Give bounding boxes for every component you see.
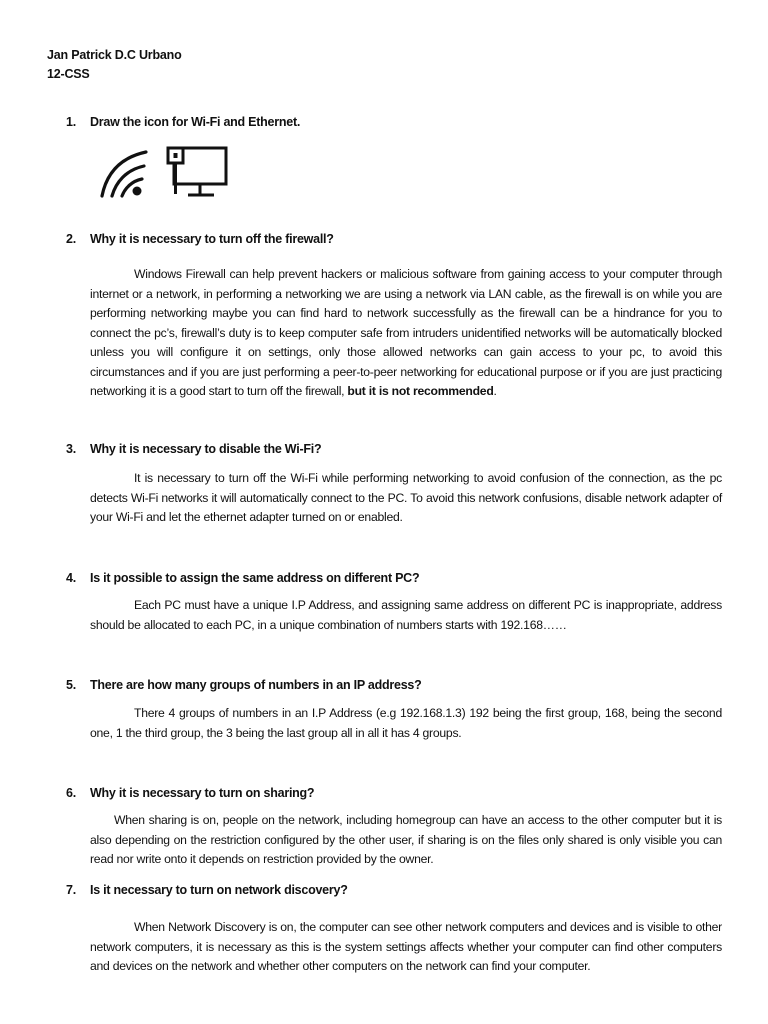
question-text: Why it is necessary to turn off the firewall?: [90, 232, 334, 246]
question-6: [66, 785, 314, 801]
question-number: 2.: [66, 232, 76, 246]
answer-3: [90, 469, 722, 528]
answer-text: It is necessary to turn off the Wi-Fi while performing networking to avoid confusion of the connection, as the pc detects Wi-Fi networks it will automatically connect to the PC. To avoid this network confusions, disable network adapter of your Wi-Fi and let the ethernet adapter turned on or enabled.: [90, 471, 722, 524]
answer-6: [90, 811, 722, 870]
answer-text: When sharing is on, people on the network, including homegroup can have an access to the other computer but it is also depending on the restriction configured by the other user, if sharing is on the files only shared is only visible you can read nor write onto it depends on restriction provided by the owner.: [90, 813, 722, 866]
question-number: 1.: [66, 115, 76, 129]
icon-drawings: [96, 144, 232, 200]
question-4: [66, 570, 419, 586]
question-text: Why it is necessary to turn on sharing?: [90, 786, 315, 800]
question-number: 4.: [66, 571, 76, 585]
author-header: [47, 46, 182, 84]
question-number: 5.: [66, 678, 76, 692]
class-section: 12-CSS: [47, 67, 90, 81]
author-name: Jan Patrick D.C Urbano: [47, 48, 182, 62]
question-text: There are how many groups of numbers in an IP address?: [90, 678, 422, 692]
question-number: 6.: [66, 786, 76, 800]
answer-text: Windows Firewall can help prevent hackers or malicious software from gaining access to your computer through internet or a network, in performing a networking we are using a network via LAN cable, as the firewall is on while you are performing networking maybe you can find hard to network successfully as the firewall can be a hindrance for you to connect the pc’s, firewall’s duty is to keep computer safe from intruders unidentified networks will be automatically blocked unless you will configure it on settings, only those allowed networks can gain access to your pc, to avoid this circumstances and if you are just performing a peer-to-peer networking for educational purpose or if you are just practicing networking it is a good start to turn off the firewall,: [90, 267, 722, 398]
question-2: [66, 231, 334, 247]
question-7: [66, 882, 348, 898]
answer-end: .: [493, 384, 497, 398]
question-number: 7.: [66, 883, 76, 897]
wifi-icon: [96, 144, 148, 205]
answer-4: [90, 596, 722, 635]
answer-2: [90, 265, 722, 402]
question-5: [66, 677, 422, 693]
answer-text: Each PC must have a unique I.P Address, and assigning same address on different PC is inappropriate, address should be allocated to each PC, in a unique combination of numbers starts with 192.168……: [90, 598, 722, 632]
question-text: Is it possible to assign the same address on different PC?: [90, 571, 420, 585]
answer-7: [90, 918, 722, 977]
answer-text: There 4 groups of numbers in an I.P Address (e.g 192.168.1.3) 192 being the first group, 168, being the second one, 1 the third group, the 3 being the last group all in all it has 4 groups.: [90, 706, 722, 740]
question-text: Draw the icon for Wi-Fi and Ethernet.: [90, 115, 301, 129]
answer-text: When Network Discovery is on, the computer can see other network computers and devices and is visible to other network computers, it is necessary as this is the system settings affects whether your computer can find other computers and devices on the network and whether other computers on the network can find your computer.: [90, 920, 722, 973]
question-3: [66, 441, 321, 457]
ethernet-icon: [164, 144, 230, 205]
question-number: 3.: [66, 442, 76, 456]
question-text: Why it is necessary to disable the Wi-Fi?: [90, 442, 322, 456]
question-text: Is it necessary to turn on network discovery?: [90, 883, 348, 897]
question-1: [66, 114, 300, 130]
answer-emphasis: but it is not recommended: [347, 384, 494, 398]
answer-5: [90, 704, 722, 743]
